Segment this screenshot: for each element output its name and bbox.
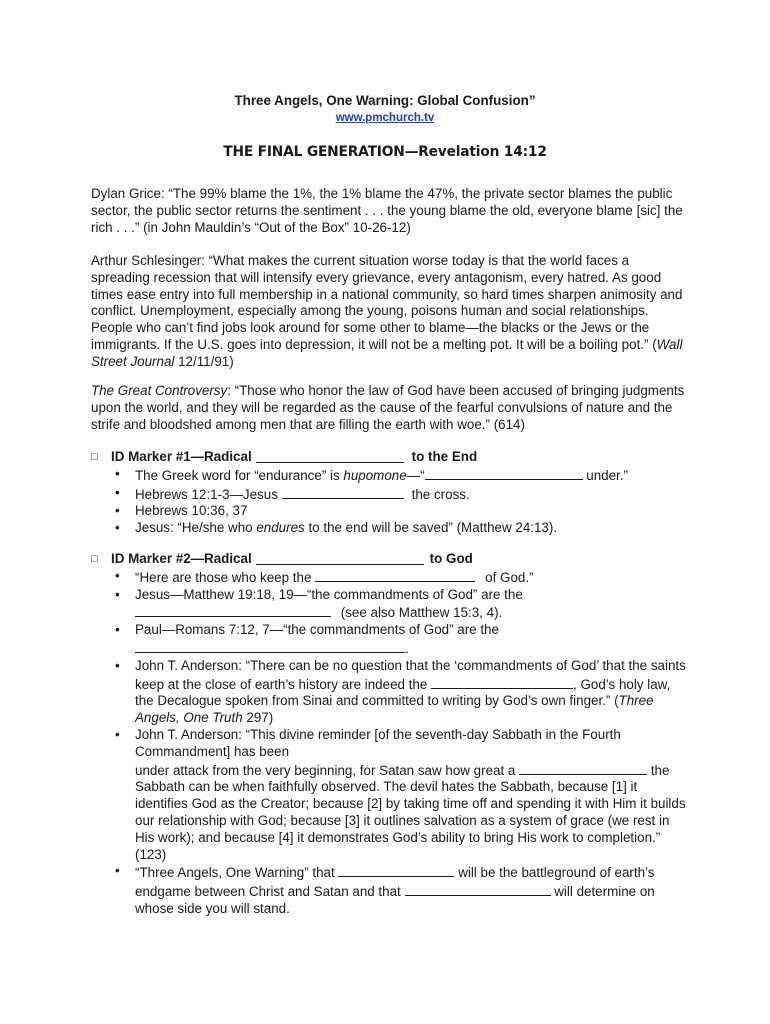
book-title: The Great Controversy	[91, 383, 228, 398]
checkbox-icon[interactable]: □	[91, 553, 98, 565]
source-title: Wall Street Journal	[91, 336, 683, 369]
list-item	[135, 587, 691, 623]
marker-label: ID Marker #1—Radical	[111, 449, 252, 464]
item-text: , God’s holy law, the Decalogue spoken from Sinai and committed to writing by God’s own finger.” (	[135, 676, 671, 709]
id-marker-2	[91, 551, 691, 918]
page-title: Three Angels, One Warning: Global Confusion”	[234, 93, 536, 108]
fill-blank	[425, 466, 583, 480]
item-text: .	[405, 640, 409, 656]
item-text: John T. Anderson: “There can be no question that the ‘commandments of God’ that the saints keep at the close of earth’s history are indeed the	[135, 657, 686, 692]
item-italic: endures	[256, 520, 305, 536]
list-item	[135, 520, 691, 537]
fill-blank	[405, 882, 551, 896]
fill-blank	[519, 761, 647, 775]
item-text: The Greek word for “endurance” is	[135, 467, 344, 483]
item-text: to the end will be saved” (Matthew 24:13).	[304, 520, 558, 536]
marker-label: ID Marker #2—Radical	[111, 551, 252, 566]
item-text: Hebrews 12:1-3—Jesus	[135, 486, 278, 502]
marker-label-end: to the End	[411, 449, 478, 464]
item-text: the Sabbath can be when faithfully observed. The devil hates the Sabbath, because [1] it identifies God as the Creator; because [2] by taking time off and spending it with Him it builds our relationship with God; because [3] it outlines salvation as a system of grace (we rest in His work); and because [4] it demonstrates God’s ability to bring His work to completion.” (123)	[135, 762, 686, 862]
fill-blank	[135, 603, 331, 617]
item-text: Jesus: “He/she who	[135, 520, 257, 536]
list-item	[135, 658, 691, 727]
list-item	[135, 727, 691, 863]
item-text: under.”	[582, 467, 628, 483]
list-item	[135, 466, 691, 485]
website-link[interactable]: www.pmchurch.tv	[335, 112, 435, 124]
fill-blank	[431, 675, 573, 689]
bullet-list	[91, 466, 691, 537]
marker-label-end: to God	[429, 551, 473, 566]
item-text: Paul—Romans 7:12, 7—“the commandments of God” are the	[135, 622, 499, 638]
bullet-list	[91, 568, 691, 918]
item-text: will be the battleground of earth’s endgame between Christ and Satan and that	[135, 865, 655, 900]
source-date: 12/11/91)	[174, 353, 234, 369]
fill-blank	[315, 568, 475, 582]
quote-schlesinger	[91, 253, 691, 371]
section-heading: THE FINAL GENERATION—Revelation 14:12	[223, 144, 547, 160]
item-text: (see also Matthew 15:3, 4).	[340, 605, 503, 621]
marker-heading	[91, 449, 691, 466]
item-text: —“	[406, 467, 425, 483]
item-text: Jesus—Matthew 19:18, 19—“the commandments of God” are the	[135, 586, 523, 602]
list-item	[135, 568, 691, 587]
item-text: “Three Angels, One Warning” that	[135, 865, 335, 881]
marker-heading	[91, 551, 691, 568]
quote-text: Arthur Schlesinger: “What makes the current situation worse today is that the world faces a spreading recession that will intensify every grievance, every antagonism, every hatred. As good times ease entry into full membership in a national community, so hard times sharpen animosity and conflict. Unemployment, especially among the young, poisons human and social relationships. People who can’t find jobs look around for some other to blame—the blacks or the Jews or the immigrants. If the U.S. goes into depression, it will not be a melting pot. It will be a boiling pot.” (	[91, 253, 683, 352]
item-text: will determine on whose side you will stand.	[135, 884, 655, 916]
item-text: “Here are those who keep the	[135, 569, 312, 585]
item-text: 297)	[242, 710, 274, 726]
quote-text: : “Those who honor the law of God have been accused of bringing judgments upon the world, and they will be regarded as the cause of the fearful convulsions of nature and the strife and bloodshed among men that are filling the earth with woe.” (614)	[91, 383, 685, 432]
item-text: the cross.	[411, 486, 470, 502]
fill-blank	[256, 551, 424, 565]
list-item	[135, 863, 691, 917]
item-italic: Three Angels, One Truth	[135, 693, 654, 726]
item-text: under attack from the very beginning, for Satan saw how great a	[135, 762, 516, 778]
fill-blank	[338, 863, 454, 877]
fill-blank	[135, 639, 405, 653]
quote-great-controversy	[91, 383, 691, 433]
id-marker-1	[91, 449, 691, 537]
fill-blank	[256, 449, 404, 463]
item-text: John T. Anderson: “This divine reminder [of the seventh-day Sabbath in the Fourth Commandment] has been	[135, 726, 621, 759]
list-item	[135, 622, 691, 658]
fill-blank	[282, 485, 404, 499]
checkbox-icon[interactable]: □	[91, 451, 98, 463]
item-italic: hupomone	[343, 467, 407, 483]
list-item: • Hebrews 10:36, 37	[135, 503, 691, 520]
quote-grice: Dylan Grice: “The 99% blame the 1%, the 1% blame the 47%, the private sector blames the public sector, the public sector returns the sentiment . . . the young blame the old, everyone blame [sic] the rich . . .” (in John Mauldin’s “Out of the Box” 10-26-12)	[91, 186, 683, 235]
list-item	[135, 485, 691, 504]
item-text: of God.”	[485, 569, 534, 585]
